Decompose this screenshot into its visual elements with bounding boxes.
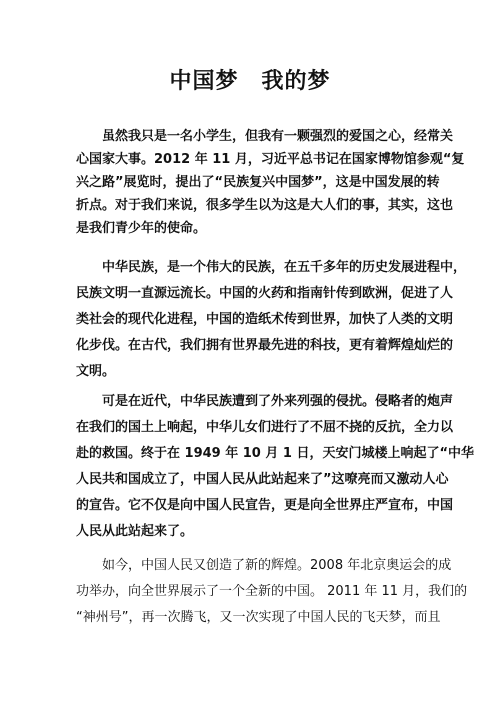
paragraph-line: 是我们青少年的使命。: [76, 221, 207, 236]
paragraph-line: 可是在近代，中华民族遭到了外来列强的侵扰。侵略者的炮声: [76, 394, 454, 409]
paragraph-line: 的宣告。它不仅是向中国人民宣告，更是向全世界庄严宣布，中国: [76, 498, 454, 513]
paragraph-line: 兴之路”展览时，提出了“民族复兴中国梦”，这是中国发展的转: [76, 175, 440, 190]
paragraph-line: 化步伐。在古代，我们拥有世界最先进的科技，更有着辉煌灿烂的: [76, 338, 454, 353]
paragraph-line: 类社会的现代化进程，中国的造纸术传到世界，加快了人类的文明: [76, 312, 454, 327]
paragraph-line: 人民从此站起来了。: [76, 524, 194, 539]
paragraph-line: 文明。: [76, 364, 116, 379]
paragraph-line: 折点。对于我们来说，很多学生以为这是大人们的事，其实，这也: [76, 198, 454, 213]
paragraph-line: 民族文明一直源远流长。中国的火药和指南针传到欧洲，促进了人: [76, 286, 454, 301]
paragraph-line: 中华民族，是一个伟大的民族，在五千多年的历史发展进程中，: [76, 260, 467, 275]
paragraph-line: 在我们的国土上响起，中华儿女们进行了不屈不挠的反抗，全力以: [76, 420, 454, 435]
paragraph-line: 功举办，向全世界展示了一个全新的中国。 2011 年 11 月，我们的: [76, 584, 468, 599]
paragraph-line: 虽然我只是一名小学生，但我有一颗强烈的爱国之心，经常关: [76, 129, 454, 144]
paragraph-line: 赴的救国。终于在 1949 年 10 月 1 日，天安门城楼上响起了“中华: [76, 446, 475, 461]
paragraph-line: 如今，中国人民又创造了新的辉煌。2008 年北京奥运会的成: [76, 558, 452, 573]
paragraph-line: 心国家大事。2012 年 11 月，习近平总书记在国家博物馆参观“复: [76, 152, 465, 167]
page-title: 中国梦 我的梦: [169, 69, 331, 94]
paragraph-line: “神州号”，再一次腾飞，又一次实现了中国人民的飞天梦，而且: [76, 610, 441, 625]
paragraph-line: 人民共和国成立了，中国人民从此站起来了”这嘹亮而又激动人心: [76, 472, 449, 487]
